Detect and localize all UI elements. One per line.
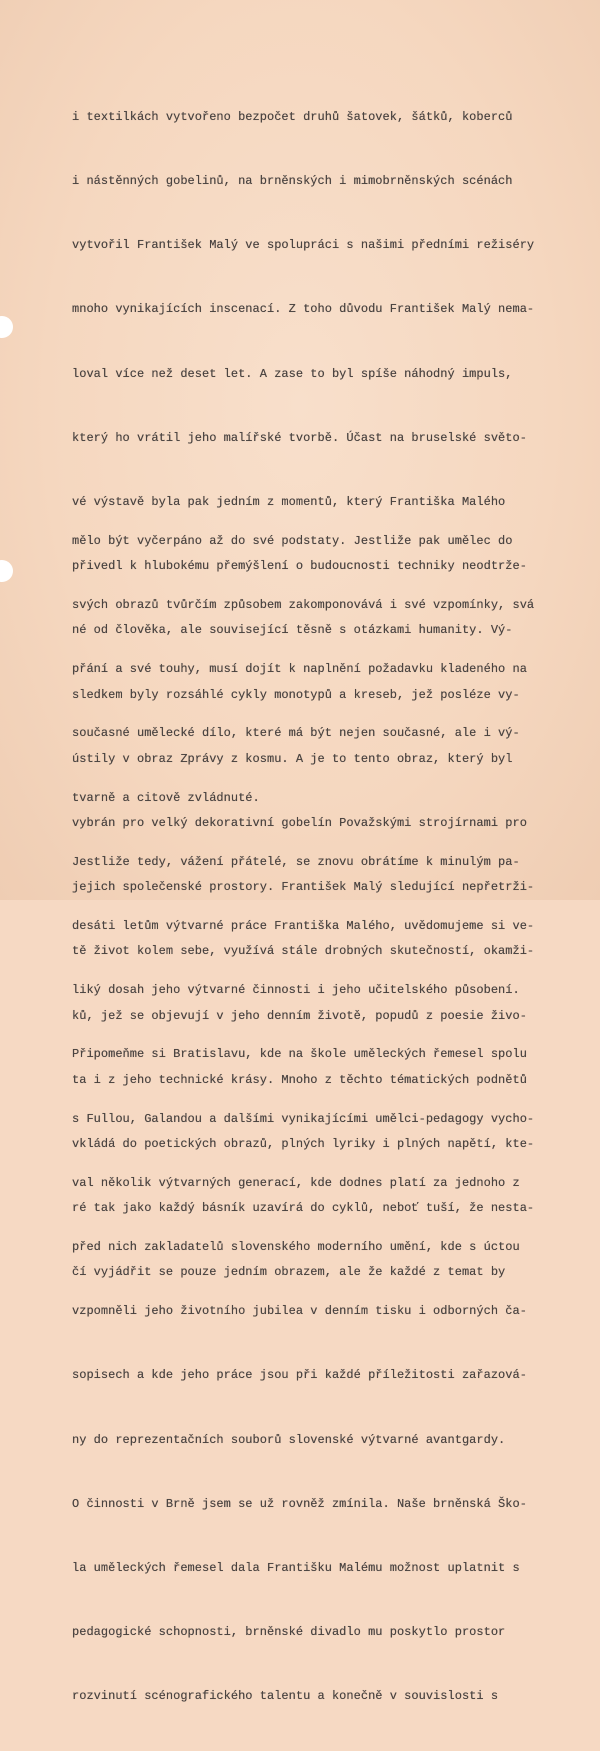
paragraph-block-2	[72, 488, 572, 1751]
text-line: vé výstavě byla pak jedním z momentů, který Františka Malého	[72, 495, 506, 510]
text-line: i nástěnných gobelinů, na brněnských i mimobrněnských scénách	[72, 174, 513, 189]
text-line: ta i z jeho technické krásy. Mnoho z těchto tématických podnětů	[72, 1072, 527, 1087]
text-line: vzpomněli jeho životního jubilea v denním tisku i odborných ča-	[72, 1304, 527, 1319]
text-line: ků, jež se objevují v jeho denním životě, popudů z poesie živo-	[72, 1008, 527, 1023]
text-line: mělo být vyčerpáno až do své podstaty. Jestliže pak umělec do	[72, 533, 513, 548]
text-line: svých obrazů tvůrčím způsobem zakomponovává i své vzpomínky, svá	[72, 598, 535, 613]
text-line: la uměleckých řemesel dala Františku Malému možnost uplatnit s	[72, 1561, 520, 1576]
text-line: loval více než deset let. A zase to byl spíše náhodný impuls,	[72, 366, 513, 381]
text-line: sledkem byly rozsáhlé cykly monotypů a kreseb, jež posléze vy-	[72, 687, 520, 702]
punch-hole-top	[0, 316, 13, 338]
text-line: vybrán pro velký dekorativní gobelín Považskými strojírnami pro	[72, 816, 527, 831]
text-line: přivedl k hlubokému přemýšlení o budoucnosti techniky neodtrže-	[72, 559, 527, 574]
text-line: ny do reprezentačních souborů slovenské výtvarné avantgardy.	[72, 1432, 506, 1447]
text-line: desáti letům výtvarné práce Františka Malého, uvědomujeme si ve-	[72, 919, 535, 934]
text-line: O činnosti v Brně jsem se už rovněž zmínila. Naše brněnská Ško-	[72, 1496, 527, 1511]
text-line: mnoho vynikajících inscenací. Z toho důvodu František Malý nema-	[72, 302, 535, 317]
text-line: s Fullou, Galandou a dalšími vynikajícími umělci-pedagogy vycho-	[72, 1111, 535, 1126]
text-line: né od člověka, ale související těsně s otázkami humanity. Vý-	[72, 623, 513, 638]
text-line: vytvořil František Malý ve spolupráci s našimi předními režiséry	[72, 238, 535, 253]
text-line: který ho vrátil jeho malířské tvorbě. Účast na bruselské světo-	[72, 430, 527, 445]
punch-hole-bottom	[0, 560, 13, 582]
text-line: i textilkách vytvořeno bezpočet druhů šatovek, šátků, koberců	[72, 109, 513, 124]
text-line: ré tak jako každý básník uzavírá do cyklů, neboť tuší, že nesta-	[72, 1201, 535, 1216]
text-line: čí vyjádřit se pouze jedním obrazem, ale že každé z temat by	[72, 1265, 506, 1280]
text-line: Jestliže tedy, vážení přátelé, se znovu obrátíme k minulým pa-	[72, 854, 520, 869]
text-line: liký dosah jeho výtvarné činnosti i jeho učitelského působení.	[72, 983, 520, 998]
text-line: pedagogické schopnosti, brněnské divadlo mu poskytlo prostor	[72, 1625, 506, 1640]
text-line: ústily v obraz Zprávy z kosmu. A je to tento obraz, který byl	[72, 751, 513, 766]
text-line: val několik výtvarných generací, kde dodnes platí za jednoho z	[72, 1175, 520, 1190]
text-line: vkládá do poetických obrazů, plných lyriky i plných napětí, kte-	[72, 1137, 535, 1152]
text-line: tě život kolem sebe, využívá stále drobných skutečností, okamži-	[72, 944, 535, 959]
text-line: jejich společenské prostory. František Malý sledující nepřetrži-	[72, 880, 535, 895]
text-line: současné umělecké dílo, které má být nejen současné, ale i vý-	[72, 726, 520, 741]
text-line: Připomeňme si Bratislavu, kde na škole uměleckých řemesel spolu	[72, 1047, 527, 1062]
text-line: sopisech a kde jeho práce jsou při každé příležitosti zařazová-	[72, 1368, 527, 1383]
text-line: tvarně a citově zvládnuté.	[72, 790, 260, 805]
text-line: před nich zakladatelů slovenského moderního umění, kde s úctou	[72, 1240, 520, 1255]
text-line: rozvinutí scénografického talentu a konečně v souvislosti s	[72, 1689, 499, 1704]
text-line: přání a své touhy, musí dojít k naplnění požadavku kladeného na	[72, 662, 527, 677]
